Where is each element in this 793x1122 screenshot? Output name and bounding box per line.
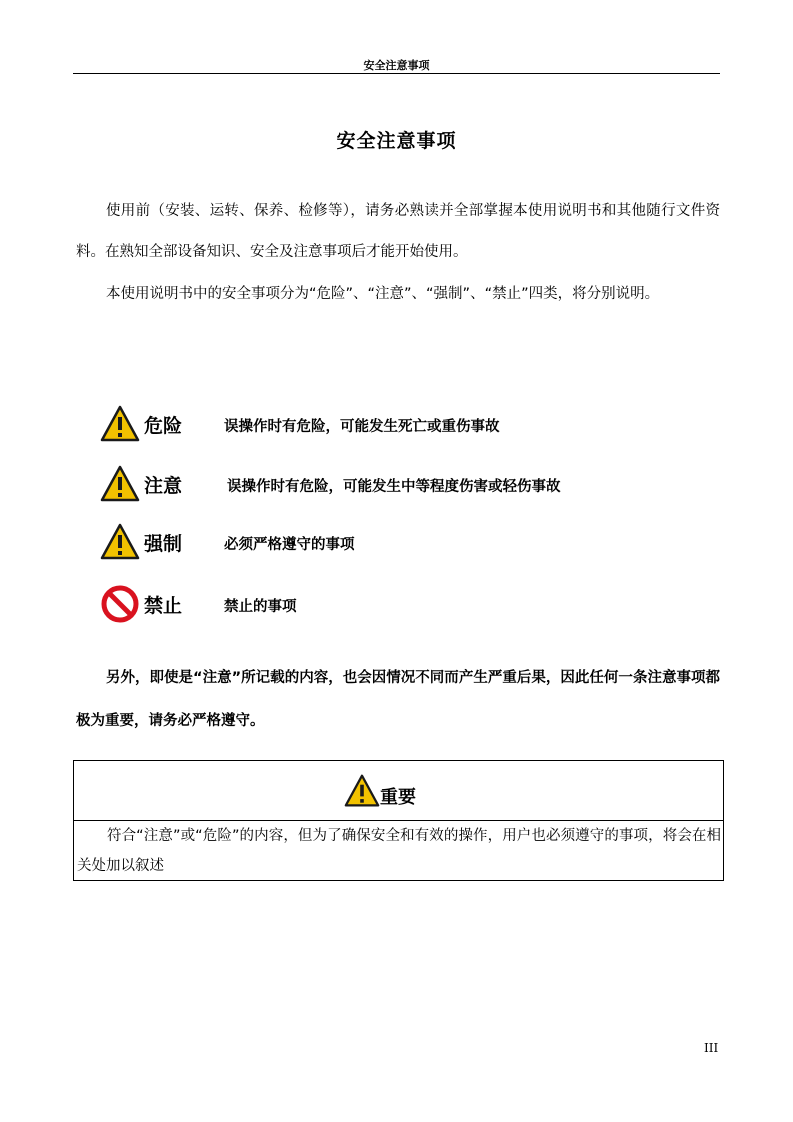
legend-description: 禁止的事项 <box>224 599 297 615</box>
important-box <box>73 760 724 881</box>
running-header-title: 安全注意事项 <box>363 59 430 72</box>
page-number: III <box>704 1041 719 1055</box>
important-box-header <box>74 761 723 821</box>
legend-item-danger <box>100 404 720 448</box>
prohibition-icon <box>100 584 140 624</box>
important-box-text: 符合“注意”或“危险”的内容，但为了确保安全和有效的操作，用户也必须遵守的事项，将会在相关处加以叙述 <box>77 828 721 874</box>
legend-item-prohibited <box>100 584 720 628</box>
legend-description: 误操作时有危险，可能发生死亡或重伤事故 <box>224 419 500 435</box>
warning-triangle-icon <box>100 464 140 504</box>
legend-term: 强制 <box>144 533 183 555</box>
warning-triangle-icon <box>100 522 140 562</box>
warning-triangle-icon <box>344 773 380 809</box>
warning-triangle-icon <box>100 404 140 444</box>
legend-description: 误操作时有危险，可能发生中等程度伤害或轻伤事故 <box>227 479 561 495</box>
legend-term: 禁止 <box>144 595 183 617</box>
page-title: 安全注意事项 <box>336 130 457 152</box>
legend-item-mandatory <box>100 522 720 566</box>
important-box-label: 重要 <box>380 787 416 808</box>
legend-term: 注意 <box>144 475 183 497</box>
intro-paragraph: 使用前（安装、运转、保养、检修等），请务必熟读并全部掌握本使用说明书和其他随行文件资料。在熟知全部设备知识、安全及注意事项后才能开始使用。 <box>76 203 720 260</box>
legend-description: 必须严格遵守的事项 <box>224 537 355 553</box>
header-rule <box>73 73 720 74</box>
classification-paragraph: 本使用说明书中的安全事项分为“危险”、“注意”、“强制”、“禁止”四类，将分别说明。 <box>106 286 660 302</box>
legend-term: 危险 <box>144 415 183 437</box>
important-note-paragraph: 另外，即使是“注意”所记载的内容，也会因情况不同而产生严重后果，因此任何一条注意事项都极为重要，请务必严格遵守。 <box>76 670 720 729</box>
legend-item-caution <box>100 464 720 508</box>
